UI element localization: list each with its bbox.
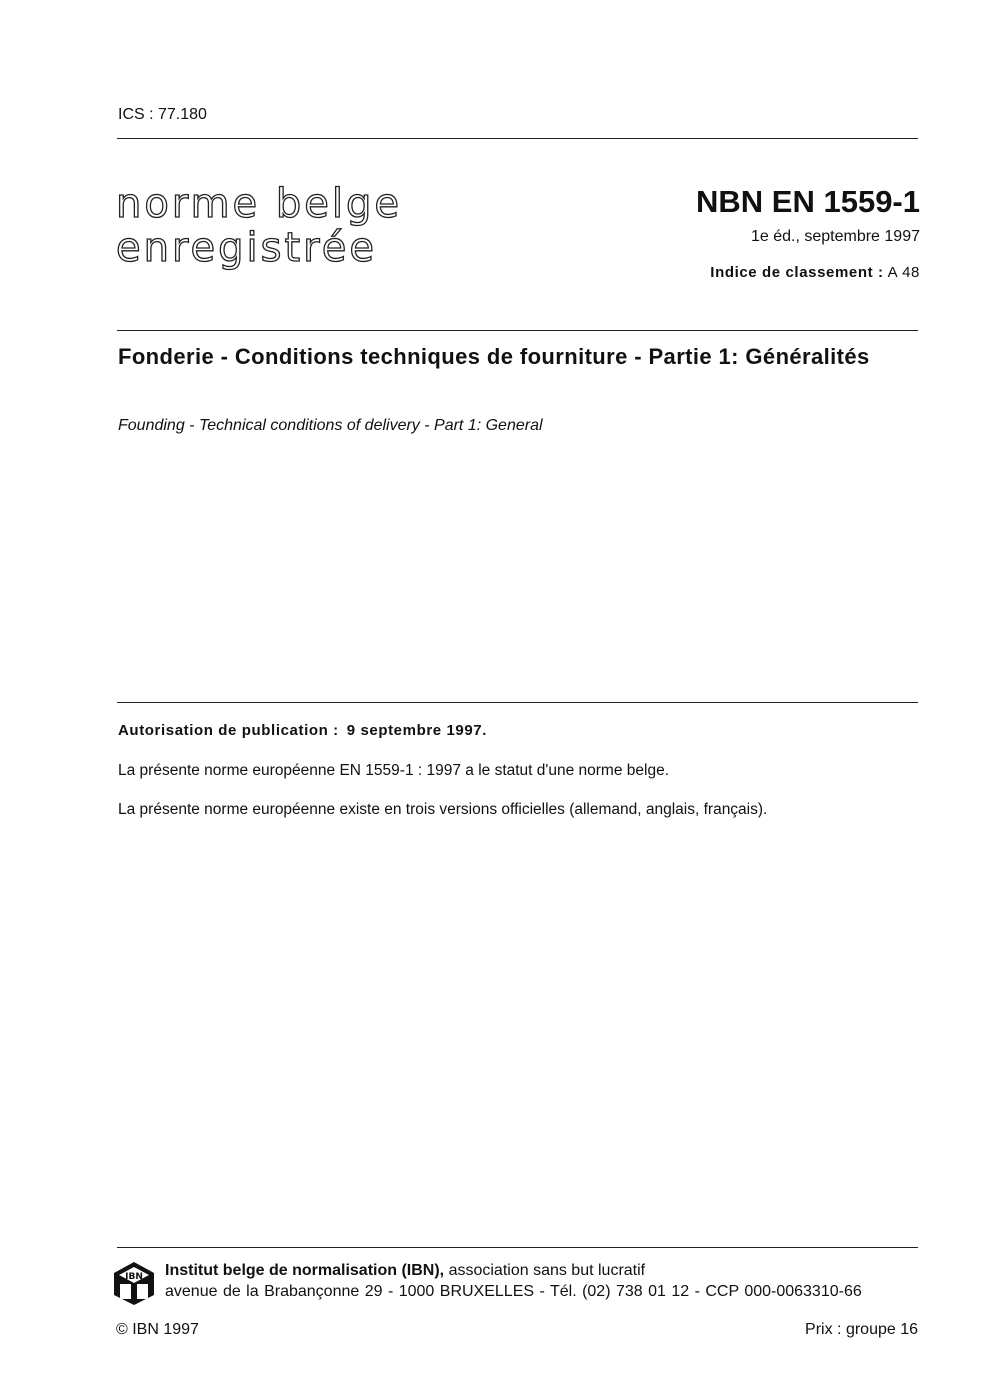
authorisation xyxy=(118,722,487,739)
footer-rule xyxy=(117,1247,918,1248)
status-paragraph: La présente norme européenne EN 1559-1 : 1997 a le statut d'une norme belge. xyxy=(118,762,670,779)
ics-code: ICS : 77.180 xyxy=(118,106,207,123)
authorisation-label: Autorisation de publication : xyxy=(118,722,339,739)
classification xyxy=(710,264,920,281)
versions-paragraph: La présente norme européenne existe en trois versions officielles (allemand, anglais, français). xyxy=(118,801,768,818)
authorisation-date: 9 septembre 1997. xyxy=(346,722,488,739)
classification-value: A 48 xyxy=(887,264,920,281)
classification-label: Indice de classement : xyxy=(710,264,884,281)
price-group: Prix : groupe 16 xyxy=(805,1321,918,1338)
edition: 1e éd., septembre 1997 xyxy=(750,228,920,245)
institute-address: avenue de la Brabançonne 29 - 1000 BRUXELLES - Tél. (02) 738 01 12 - CCP 000-0063310-66 xyxy=(165,1283,862,1300)
standard-code: NBN EN 1559-1 xyxy=(696,184,920,219)
brand-line-1: norme belge xyxy=(116,181,402,227)
brand-line-2: enregistrée xyxy=(116,225,377,271)
institute-description: association sans but lucratif xyxy=(444,1262,646,1279)
logo-text: IBN xyxy=(125,1272,143,1282)
title-french: Fonderie - Conditions techniques de fourniture - Partie 1: Généralités xyxy=(118,344,870,369)
institute-name: Institut belge de normalisation (IBN), xyxy=(165,1262,445,1279)
institute-line xyxy=(165,1262,645,1280)
top-rule xyxy=(117,138,918,139)
title-rule xyxy=(117,330,918,331)
copyright: © IBN 1997 xyxy=(116,1321,199,1338)
ibn-logo-icon xyxy=(111,1260,157,1306)
title-english: Founding - Technical conditions of delivery - Part 1: General xyxy=(118,417,543,434)
publication-rule xyxy=(117,702,918,703)
